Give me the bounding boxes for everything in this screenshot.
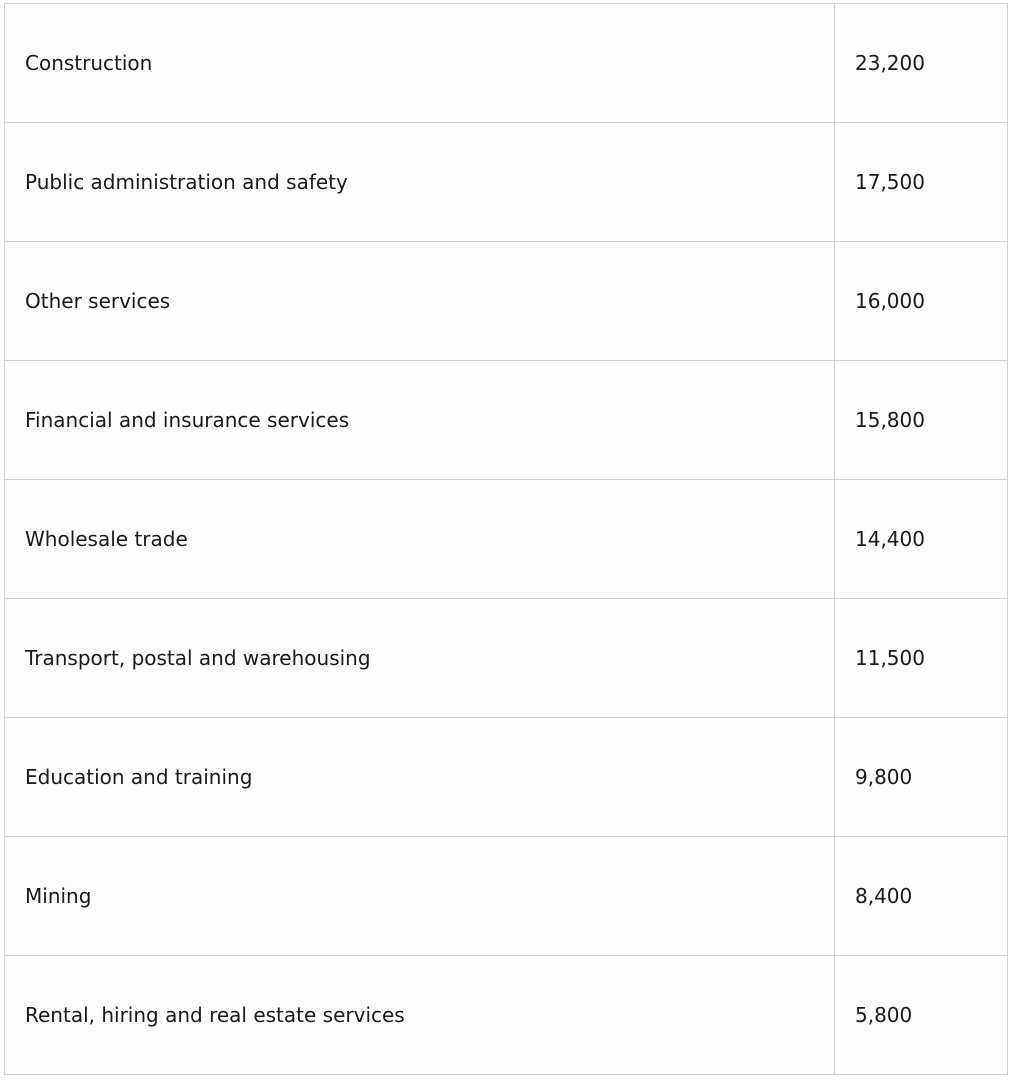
industry-cell: Mining [5, 837, 835, 956]
industry-cell: Transport, postal and warehousing [5, 599, 835, 718]
value-cell: 16,000 [835, 242, 1008, 361]
industry-cell: Wholesale trade [5, 480, 835, 599]
table-row [5, 837, 1008, 956]
table-row [5, 480, 1008, 599]
industry-cell: Other services [5, 242, 835, 361]
value-cell: 9,800 [835, 718, 1008, 837]
industry-cell: Education and training [5, 718, 835, 837]
industry-cell: Rental, hiring and real estate services [5, 956, 835, 1075]
industry-table [4, 3, 1008, 1075]
value-cell: 14,400 [835, 480, 1008, 599]
table-row [5, 242, 1008, 361]
industry-cell: Construction [5, 4, 835, 123]
value-cell: 17,500 [835, 123, 1008, 242]
industry-cell: Public administration and safety [5, 123, 835, 242]
industry-table-container [4, 3, 1007, 1075]
table-body [5, 4, 1008, 1075]
value-cell: 8,400 [835, 837, 1008, 956]
table-row [5, 718, 1008, 837]
table-row [5, 123, 1008, 242]
table-row [5, 4, 1008, 123]
value-cell: 23,200 [835, 4, 1008, 123]
value-cell: 11,500 [835, 599, 1008, 718]
table-row [5, 956, 1008, 1075]
industry-cell: Financial and insurance services [5, 361, 835, 480]
table-row [5, 361, 1008, 480]
value-cell: 15,800 [835, 361, 1008, 480]
value-cell: 5,800 [835, 956, 1008, 1075]
table-row [5, 599, 1008, 718]
